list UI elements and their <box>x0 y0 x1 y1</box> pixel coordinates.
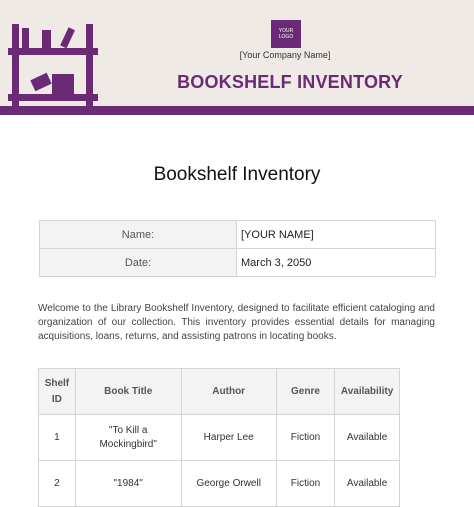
info-row-date <box>40 249 436 277</box>
column-header: Book Title <box>75 369 181 415</box>
name-value: [YOUR NAME] <box>237 221 436 249</box>
shelf-id-cell: 1 <box>39 415 76 461</box>
table-row <box>39 461 400 507</box>
name-label: Name: <box>40 221 237 249</box>
document-title: Bookshelf Inventory <box>153 164 321 185</box>
table-row <box>39 415 400 461</box>
info-row-name <box>40 221 436 249</box>
column-header: Author <box>181 369 276 415</box>
book-title-cell: "1984" <box>75 461 181 507</box>
header-divider <box>0 106 474 115</box>
inventory-header-row <box>39 369 400 415</box>
genre-cell: Fiction <box>276 461 334 507</box>
column-header: Availability <box>335 369 400 415</box>
company-name: [Your Company Name] <box>239 50 331 60</box>
date-label: Date: <box>40 249 237 277</box>
column-header: Shelf ID <box>39 369 76 415</box>
genre-cell: Fiction <box>276 415 334 461</box>
inventory-table <box>38 368 400 507</box>
shelf-id-cell: 2 <box>39 461 76 507</box>
date-value: March 3, 2050 <box>237 249 436 277</box>
author-cell: Harper Lee <box>181 415 276 461</box>
book-title-cell: "To Kill a Mockingbird" <box>75 415 181 461</box>
author-cell: George Orwell <box>181 461 276 507</box>
company-logo: YOUR LOGO <box>271 20 301 48</box>
intro-paragraph: Welcome to the Library Bookshelf Inventory, designed to facilitate efficient cataloging and organization of our collection. This inventory provides essential details for managing acquisitions, loans, returns, and assisting patrons in locating books. <box>38 303 435 342</box>
availability-cell: Available <box>335 415 400 461</box>
column-header: Genre <box>276 369 334 415</box>
header-banner <box>0 0 474 115</box>
banner-title: BOOKSHELF INVENTORY <box>177 72 403 92</box>
availability-cell: Available <box>335 461 400 507</box>
info-table <box>39 220 436 277</box>
bookshelf-icon <box>8 24 100 108</box>
